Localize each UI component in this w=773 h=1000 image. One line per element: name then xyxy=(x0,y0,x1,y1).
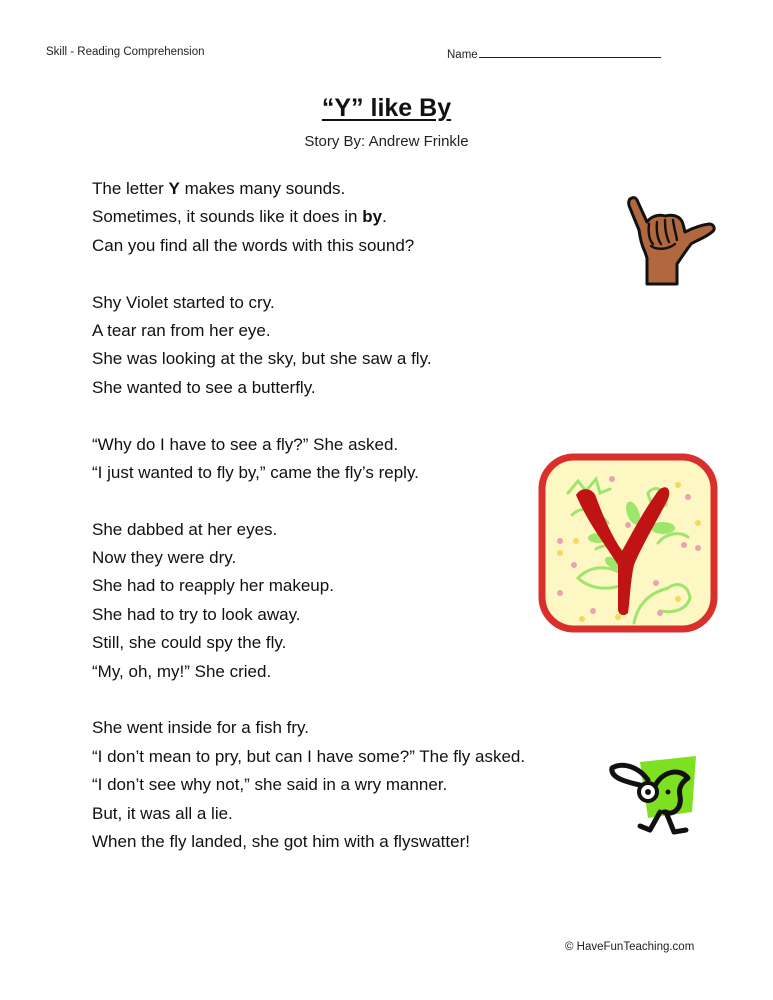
page-title: “Y” like By xyxy=(321,94,452,122)
bold-letter-y: Y xyxy=(168,179,180,198)
name-label: Name xyxy=(447,49,478,61)
skill-label: Skill - Reading Comprehension xyxy=(46,46,205,58)
letter-y-tile-icon xyxy=(538,453,718,633)
story-line: “I don’t see why not,” she said in a wry manner. xyxy=(92,775,448,795)
bold-word-by: by xyxy=(362,207,383,227)
story-line: Still, she could spy the fly. xyxy=(92,633,287,653)
story-text xyxy=(92,178,525,859)
story-line: “My, oh, my!” She cried. xyxy=(92,661,272,681)
story-line: “I don’t mean to pry, but can I have some?” The fly asked. xyxy=(92,746,526,766)
story-line: The letter Y makes many sounds. xyxy=(92,179,346,198)
fly-cartoon-icon xyxy=(608,752,700,842)
story-line: But, it was all a lie. xyxy=(92,803,233,823)
story-line: “Why do I have to see a fly?” She asked. xyxy=(92,434,399,454)
story-line: She had to reapply her makeup. xyxy=(92,576,334,596)
name-blank-line xyxy=(479,46,661,58)
story-line: When the fly landed, she got him with a flyswatter! xyxy=(92,831,470,851)
story-line: Can you find all the words with this sound? xyxy=(92,235,415,255)
copyright-footer: © HaveFunTeaching.com xyxy=(565,941,695,953)
story-line: A tear ran from her eye. xyxy=(92,320,271,340)
story-line: Sometimes, it sounds like it does in by. xyxy=(92,207,387,227)
story-line: She was looking at the sky, but she saw a fly. xyxy=(92,349,432,369)
story-line: She went inside for a fish fry. xyxy=(92,718,310,738)
story-line: She had to try to look away. xyxy=(92,604,301,624)
sign-language-y-hand-icon xyxy=(625,194,717,286)
story-line: She dabbed at her eyes. xyxy=(92,519,278,539)
story-line: Now they were dry. xyxy=(92,548,237,568)
story-line: She wanted to see a butterfly. xyxy=(92,377,316,397)
name-field xyxy=(447,46,661,61)
story-author: Story By: Andrew Frinkle xyxy=(304,133,469,150)
story-line: “I just wanted to fly by,” came the fly’s reply. xyxy=(92,462,419,482)
story-line: Shy Violet started to cry. xyxy=(92,292,275,312)
